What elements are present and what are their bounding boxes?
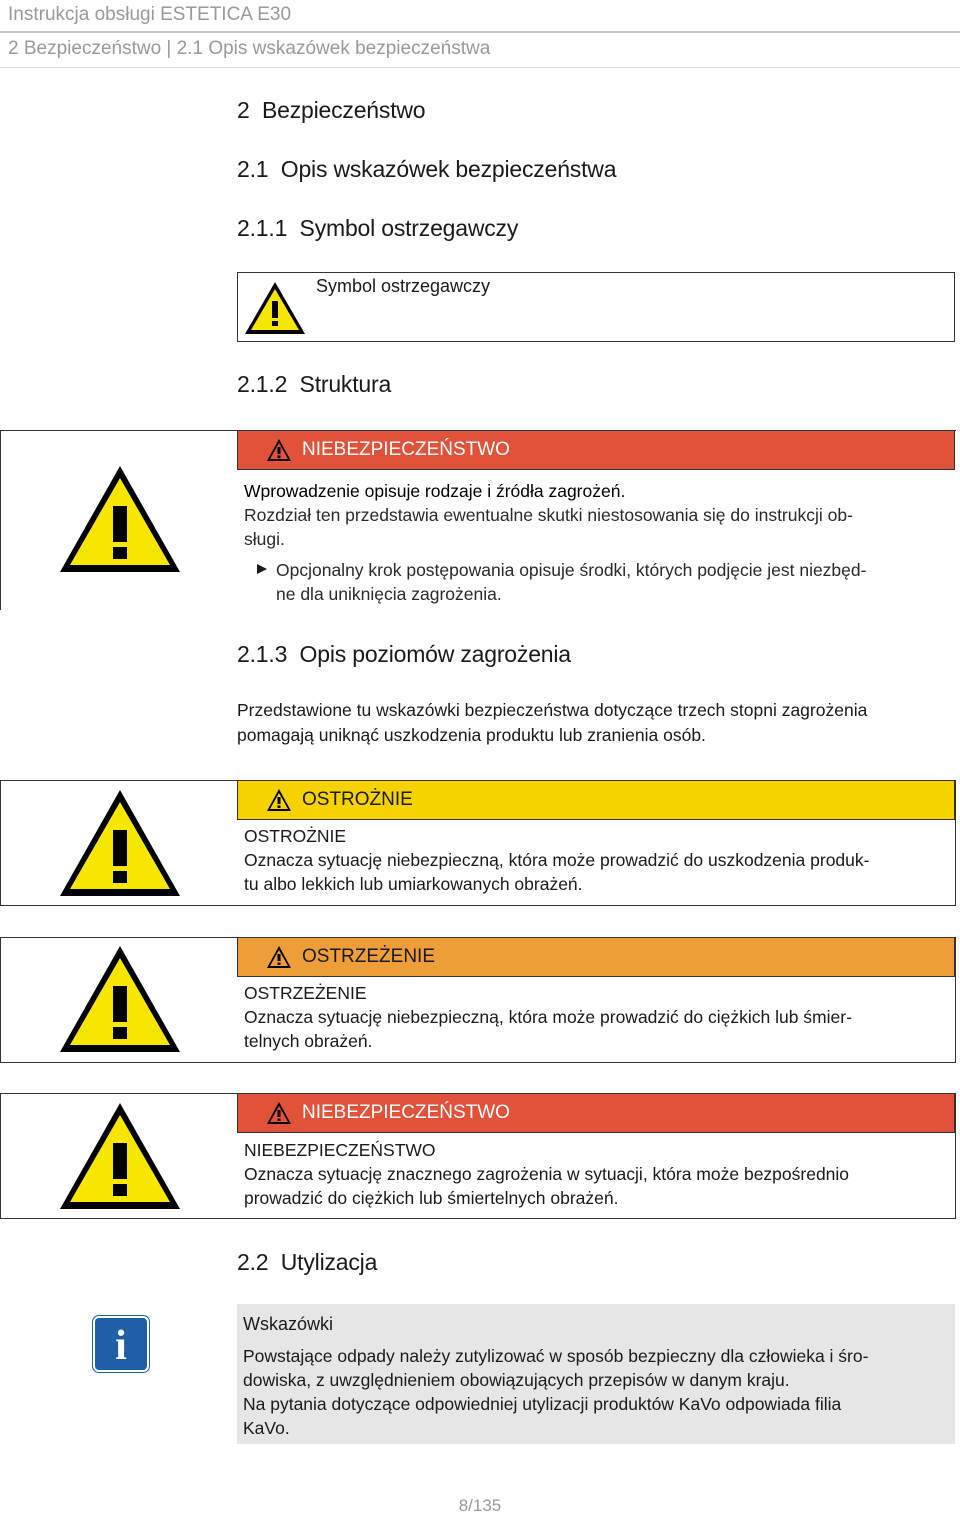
warning-triangle-icon <box>58 788 182 898</box>
warning-triangle-icon <box>242 279 308 337</box>
bar-label: OSTRZEŻENIE <box>302 946 436 967</box>
structure-step-1: Opcjonalny krok postępowania opisuje środki, których podjęcie jest niezbęd- <box>276 560 867 580</box>
heading-number: 2.2 <box>237 1249 269 1275</box>
heading-2 <box>237 97 425 124</box>
structure-consequence-1: Rozdział ten przedstawia ewentualne skutki niestosowania się do instrukcji ob- <box>244 505 853 525</box>
warning-triangle-icon <box>266 1101 292 1125</box>
heading-number: 2.1.1 <box>237 215 288 241</box>
levels-intro-line-2: pomagają uniknąć uszkodzenia produktu lub zranienia osób. <box>237 725 706 745</box>
structure-consequence-2: sługi. <box>244 529 285 549</box>
warning-title: OSTRZEŻENIE <box>244 983 367 1003</box>
structure-step-2: ne dla uniknięcia zagrożenia. <box>276 584 502 604</box>
symbol-label: Symbol ostrzegawczy <box>316 276 491 296</box>
levels-intro-line-1: Przedstawione tu wskazówki bezpieczeństwa dotyczące trzech stopni zagrożenia <box>237 700 868 720</box>
danger-text-1: Oznacza sytuację znacznego zagrożenia w sytuacji, która może bezpośrednio <box>244 1164 850 1184</box>
warning-triangle-icon <box>266 788 292 812</box>
caution-text-2: tu albo lekkich lub umiarkowanych obrażeń. <box>244 874 583 894</box>
warning-symbol-box <box>237 272 955 342</box>
warning-triangle-icon <box>58 1101 182 1211</box>
warning-triangle-icon <box>58 464 182 574</box>
warning-triangle-icon <box>266 438 292 462</box>
heading-text: Symbol ostrzegawczy <box>299 215 519 241</box>
levels-intro <box>237 698 952 748</box>
info-line-2: dowiska, z uwzględnieniem obowiązujących przepisów w danym kraju. <box>243 1370 790 1390</box>
info-line-4: KaVo. <box>243 1418 290 1438</box>
bar-label: NIEBEZPIECZEŃSTWO <box>302 1102 510 1123</box>
info-title: Wskazówki <box>243 1314 334 1334</box>
info-box <box>237 1304 955 1444</box>
heading-2-1 <box>237 156 616 183</box>
heading-2-2 <box>237 1249 377 1276</box>
heading-number: 2.1 <box>237 156 269 182</box>
info-body <box>243 1344 947 1440</box>
heading-text: Opis wskazówek bezpieczeństwa <box>280 156 617 182</box>
warning-bar <box>237 937 955 977</box>
heading-number: 2 <box>237 97 250 123</box>
warning-text-2: telnych obrażeń. <box>244 1031 373 1051</box>
header-divider-bottom <box>0 67 960 68</box>
breadcrumb: 2 Bezpieczeństwo | 2.1 Opis wskazówek bezpieczeństwa <box>8 38 491 59</box>
danger-text-2: prowadzić do ciężkich lub śmiertelnych obrażeń. <box>244 1188 619 1208</box>
document-title: Instrukcja obsługi ESTETICA E30 <box>8 4 292 25</box>
danger-bar <box>237 1093 955 1133</box>
danger-bar <box>237 430 955 470</box>
header-divider <box>0 31 960 33</box>
bar-label: OSTROŻNIE <box>302 789 413 810</box>
heading-2-1-1 <box>237 215 518 242</box>
info-icon-letter: i <box>115 1323 127 1369</box>
caution-bar <box>237 780 955 820</box>
info-icon <box>93 1316 149 1372</box>
info-line-1: Powstające odpady należy zutylizować w sposób bezpieczny dla człowieka i śro- <box>243 1346 869 1366</box>
heading-text: Struktura <box>299 371 392 397</box>
heading-text: Utylizacja <box>280 1249 378 1275</box>
bar-label: NIEBEZPIECZEŃSTWO <box>302 439 510 460</box>
page-number: 8/135 <box>458 1496 502 1515</box>
heading-number: 2.1.3 <box>237 641 288 667</box>
warning-text-1: Oznacza sytuację niebezpieczną, która może prowadzić do ciężkich lub śmier- <box>244 1007 852 1027</box>
caution-title: OSTROŻNIE <box>244 826 347 846</box>
heading-number: 2.1.2 <box>237 371 288 397</box>
caution-text-1: Oznacza sytuację niebezpieczną, która może prowadzić do uszkodzenia produk- <box>244 850 870 870</box>
heading-2-1-2 <box>237 371 391 398</box>
heading-2-1-3 <box>237 641 571 668</box>
danger-title: NIEBEZPIECZEŃSTWO <box>244 1140 436 1160</box>
heading-text: Opis poziomów zagrożenia <box>299 641 571 667</box>
heading-text: Bezpieczeństwo <box>261 97 426 123</box>
info-line-3: Na pytania dotyczące odpowiedniej utylizacji produktów KaVo odpowiada filia <box>243 1394 842 1414</box>
warning-triangle-icon <box>58 944 182 1054</box>
warning-triangle-icon <box>266 945 292 969</box>
structure-intro: Wprowadzenie opisuje rodzaje i źródła zagrożeń. <box>244 481 626 501</box>
play-arrow-icon <box>256 563 268 575</box>
